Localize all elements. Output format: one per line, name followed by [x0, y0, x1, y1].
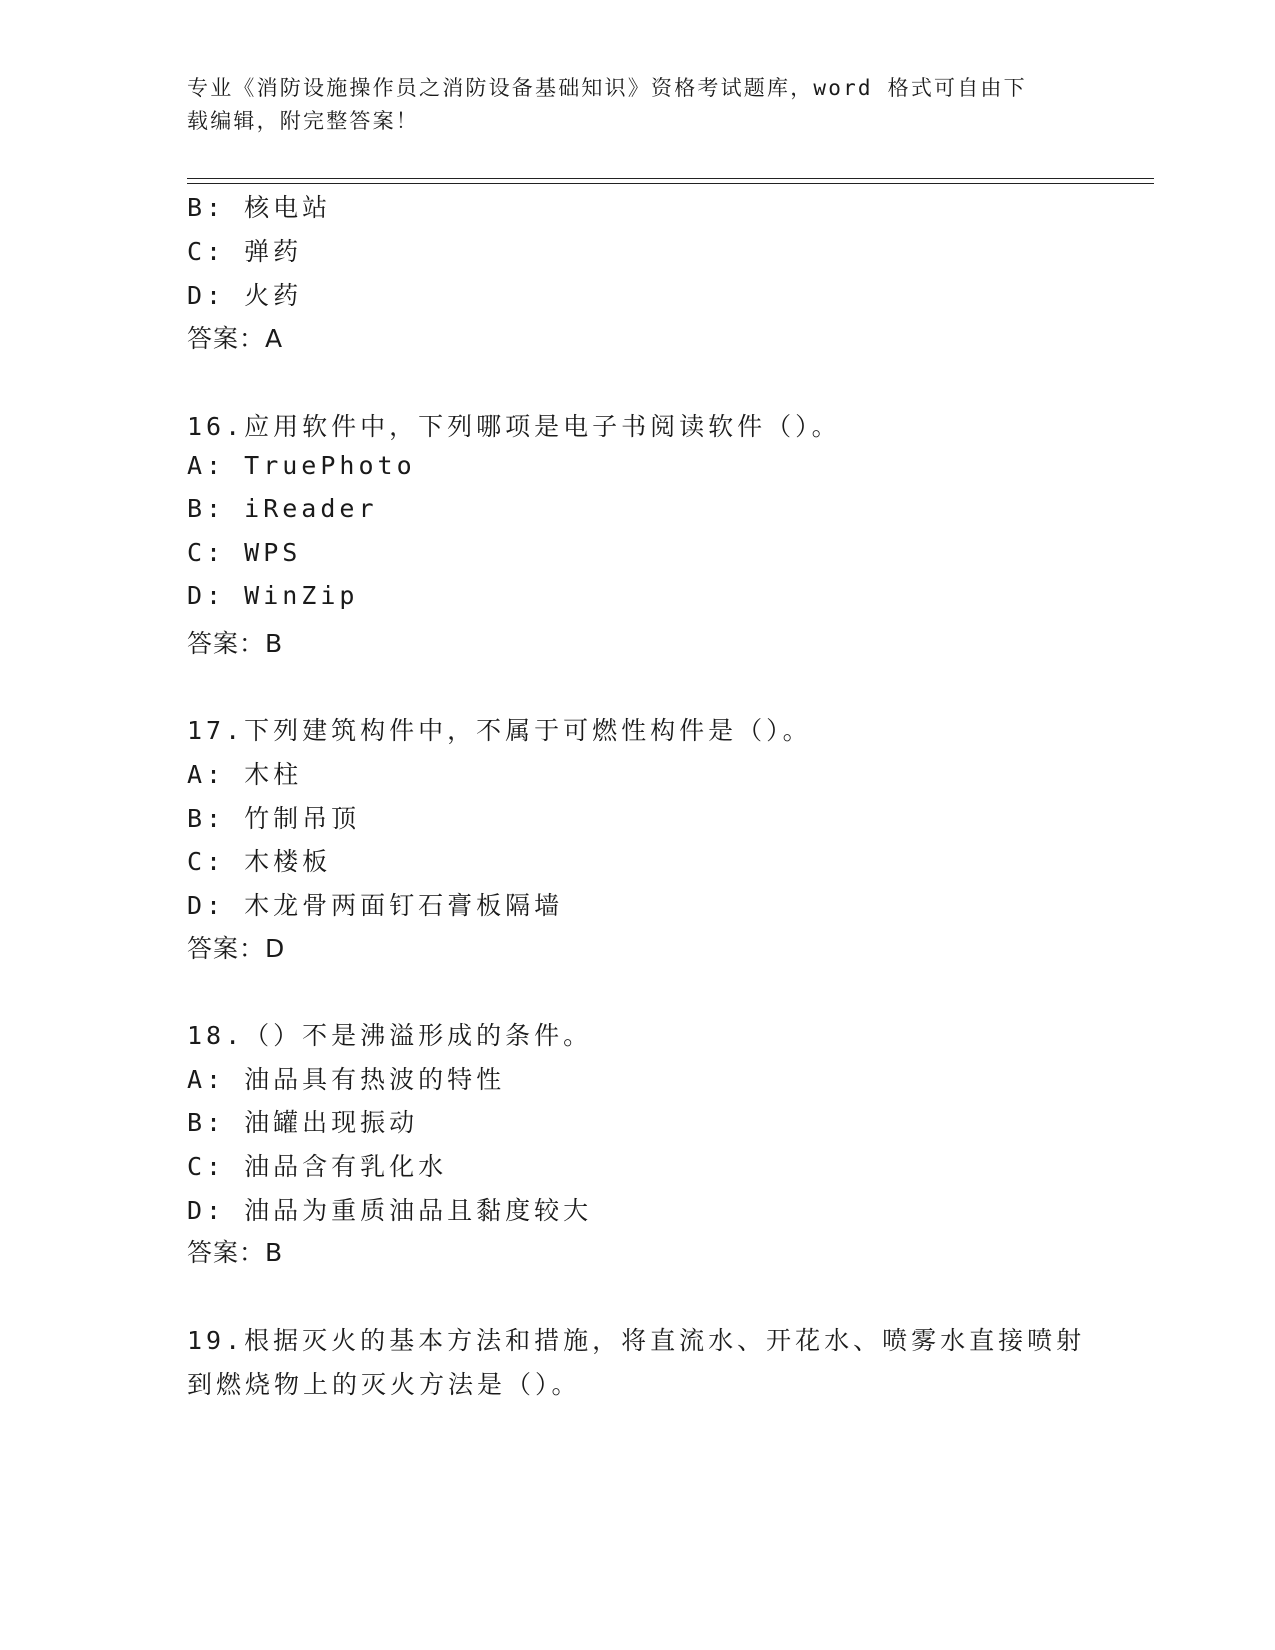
header-line-1: 专业《消防设施操作员之消防设备基础知识》资格考试题库，word 格式可自由下 — [187, 76, 1027, 100]
answer: 答案：A — [187, 324, 284, 353]
option-b: B: 核电站 — [187, 193, 332, 222]
document-header — [187, 72, 1087, 138]
option-c: C: WPS — [187, 538, 302, 567]
option-b: B: 竹制吊顶 — [187, 804, 361, 833]
option-d: D: WinZip — [187, 581, 359, 610]
header-divider-bottom — [187, 183, 1154, 184]
question-stem-line-2: 到燃烧物上的灭火方法是（）。 — [187, 1370, 581, 1399]
answer: 答案：B — [187, 1238, 284, 1267]
option-b: B: 油罐出现振动 — [187, 1108, 419, 1137]
option-b: B: iReader — [187, 494, 378, 523]
header-divider-top — [187, 178, 1154, 179]
option-d: D: 木龙骨两面钉石膏板隔墙 — [187, 891, 564, 920]
option-d: D: 火药 — [187, 281, 303, 310]
question-stem: 17.下列建筑构件中，不属于可燃性构件是（）。 — [187, 716, 812, 745]
question-stem: 18.（）不是沸溢形成的条件。 — [187, 1021, 593, 1050]
option-a: A: 木柱 — [187, 760, 303, 789]
answer: 答案：B — [187, 629, 284, 658]
answer: 答案：D — [187, 934, 286, 963]
option-d: D: 油品为重质油品且黏度较大 — [187, 1196, 593, 1225]
header-line-2: 载编辑，附完整答案！ — [187, 109, 419, 133]
option-c: C: 油品含有乳化水 — [187, 1152, 448, 1181]
option-a: A: 油品具有热波的特性 — [187, 1065, 506, 1094]
question-stem-line-1: 19.根据灭火的基本方法和措施，将直流水、开花水、喷雾水直接喷射 — [187, 1326, 1086, 1355]
question-stem: 16.应用软件中，下列哪项是电子书阅读软件（）。 — [187, 412, 841, 441]
option-c: C: 木楼板 — [187, 847, 332, 876]
option-c: C: 弹药 — [187, 237, 303, 266]
option-a: A: TruePhoto — [187, 451, 416, 480]
